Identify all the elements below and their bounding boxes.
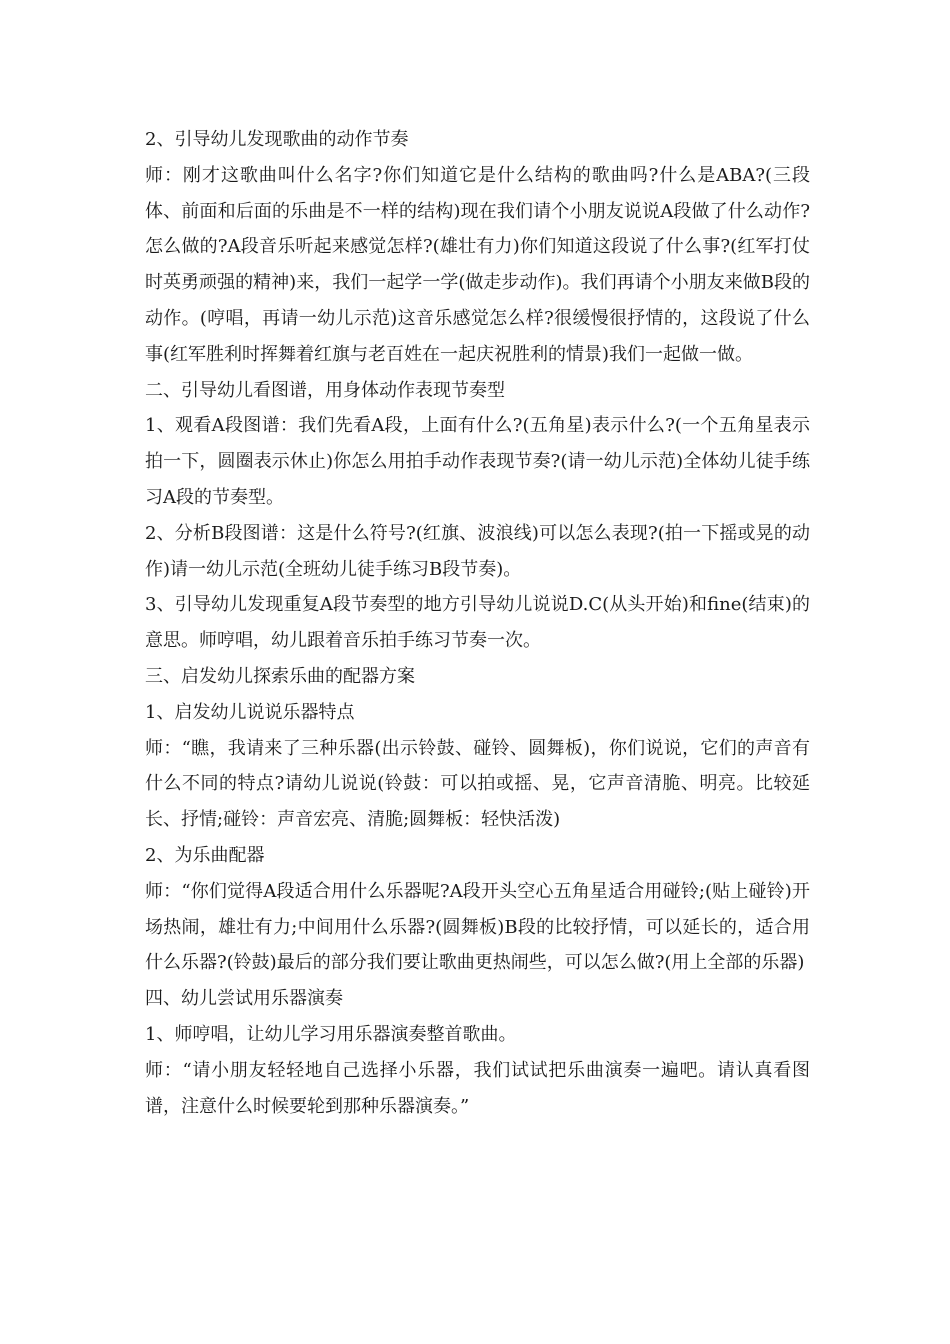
body-paragraph-teacher-intro: 师：刚才这歌曲叫什么名字?你们知道它是什么结构的歌曲吗?什么是ABA?(三段体、前面和后面的乐曲是不一样的结构)现在我们请个小朋友说说A段做了什么动作?怎么做的?A段音乐听起来感觉怎样?(雄壮有力)你们知道这段说了什么事?(红军打仗时英勇顽强的精神)来，我们一起学一学(做走步动作)。我们再请个小朋友来做B段的动作。(哼唱，再请一幼儿示范)这音乐感觉怎么样?很缓慢很抒情的，这段说了什么事(红军胜利时挥舞着红旗与老百姓在一起庆祝胜利的情景)我们一起做一做。 [145,164,810,365]
body-paragraph-performance: 师：“请小朋友轻轻地自己选择小乐器，我们试试把乐曲演奏一遍吧。请认真看图谱，注意什么时候要轮到那种乐器演奏。” [145,1059,810,1117]
body-paragraph-instruments: 师：“瞧，我请来了三种乐器(出示铃鼓、碰铃、圆舞板)，你们说说，它们的声音有什么不同的特点?请幼儿说说(铃鼓：可以拍或摇、晃，它声音清脆、明亮。比较延长、抒情;碰铃：声音宏亮、清脆;圆舞板：轻快活泼) [145,737,810,831]
subheading-orchestration: 2、为乐曲配器 [145,844,265,866]
document-page [145,122,810,1124]
section-heading-3: 三、启发幼儿探索乐曲的配器方案 [145,665,415,687]
subheading-instrument-features: 1、启发幼儿说说乐器特点 [145,701,355,723]
body-paragraph-orchestration: 师：“你们觉得A段适合用什么乐器呢?A段开头空心五角星适合用碰铃;(贴上碰铃)开场热闹，雄壮有力;中间用什么乐器?(圆舞板)B段的比较抒情，可以延长的，适合用什么乐器?(铃鼓)最后的部分我们要让歌曲更热闹些，可以怎么做?(用上全部的乐器) [145,880,810,974]
body-paragraph-b-section: 2、分析B段图谱：这是什么符号?(红旗、波浪线)可以怎么表现?(拍一下摇或晃的动作)请一幼儿示范(全班幼儿徒手练习B段节奏)。 [145,522,810,580]
body-paragraph-repeat: 3、引导幼儿发现重复A段节奏型的地方引导幼儿说说D.C(从头开始)和fine(结束)的意思。师哼唱，幼儿跟着音乐拍手练习节奏一次。 [145,594,810,652]
section-heading-2: 二、引导幼儿看图谱，用身体动作表现节奏型 [145,379,505,401]
section-heading-4: 四、幼儿尝试用乐器演奏 [145,988,343,1010]
subheading-performance: 1、师哼唱，让幼儿学习用乐器演奏整首歌曲。 [145,1023,517,1045]
subheading-guide-rhythm: 2、引导幼儿发现歌曲的动作节奏 [145,129,409,150]
body-paragraph-a-section: 1、观看A段图谱：我们先看A段，上面有什么?(五角星)表示什么?(一个五角星表示拍一下，圆圈表示休止)你怎么用拍手动作表现节奏?(请一幼儿示范)全体幼儿徒手练习A段的节奏型。 [145,415,810,508]
